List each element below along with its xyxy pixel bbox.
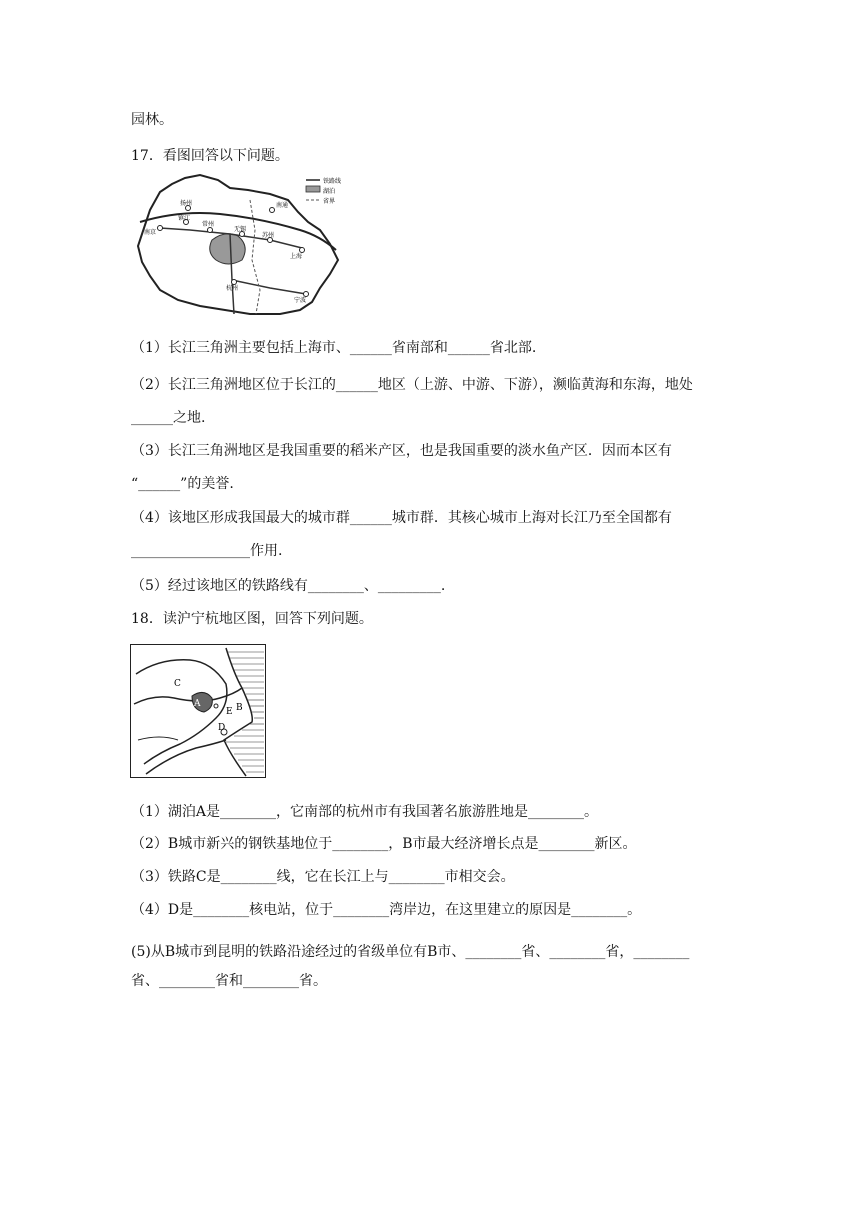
city-label: 杭州: [226, 285, 239, 292]
question-18-5: (5)从B城市到昆明的铁路沿途经过的省级单位有B市、________省、________省，________: [131, 944, 690, 960]
question-18-1: （1）湖泊A是________，它南部的杭州市有我国著名旅游胜地是________。: [131, 804, 599, 820]
question-17-3: （3）长江三角洲地区是我国重要的稻米产区，也是我国重要的淡水鱼产区．因而本区有: [131, 443, 672, 459]
question-18-5-cont: 省、________省和________省。: [131, 973, 327, 989]
legend-railway: 铁路线: [323, 178, 342, 185]
city-label: 扬州: [180, 200, 193, 207]
question-17-3-cont: “______”的美誉.: [131, 476, 234, 492]
question-17-5: （5）经过该地区的铁路线有________、_________.: [131, 578, 446, 594]
question-18-4: （4）D是________核电站，位于________湾岸边，在这里建立的原因是________。: [131, 902, 642, 918]
city-label: 常州: [202, 221, 215, 228]
text-line: 园林。: [131, 112, 173, 128]
label-b: B: [236, 703, 243, 713]
city-label: 南通: [276, 202, 289, 209]
question-17-4-cont: _________________作用.: [131, 543, 283, 559]
city-label: 苏州: [262, 232, 275, 239]
question-17-title: 17．看图回答以下问题。: [131, 148, 289, 164]
label-a: A: [194, 699, 201, 709]
label-d: D: [218, 723, 226, 733]
question-18-2: （2）B城市新兴的钢铁基地位于________，B市最大经济增长点是________新区。: [131, 836, 637, 852]
city-label: 镇江: [178, 215, 191, 222]
yangtze-delta-map: [130, 170, 362, 316]
question-17-1: （1）长江三角洲主要包括上海市、______省南部和______省北部.: [131, 340, 537, 356]
shanghai-nanjing-hangzhou-map: [130, 644, 266, 778]
question-18-title: 18．读沪宁杭地区图，回答下列问题。: [131, 611, 373, 627]
question-17-2: （2）长江三角洲地区位于长江的______地区（上游、中游、下游），濒临黄海和东海，地处: [131, 377, 693, 393]
city-label: 上海: [290, 253, 303, 260]
question-17-2-cont: ______之地.: [131, 410, 206, 426]
legend-lake: 湖泊: [323, 188, 336, 195]
legend-province-border: 省界: [323, 198, 336, 205]
city-label: 无锡: [234, 226, 247, 233]
label-c: C: [174, 679, 181, 689]
city-label: 宁波: [294, 297, 307, 304]
city-label: 南京: [144, 229, 157, 236]
question-17-4: （4）该地区形成我国最大的城市群______城市群．其核心城市上海对长江乃至全国都有: [131, 510, 672, 526]
label-e: E: [226, 707, 233, 717]
question-18-3: （3）铁路C是________线，它在长江上与________市相交会。: [131, 869, 515, 885]
